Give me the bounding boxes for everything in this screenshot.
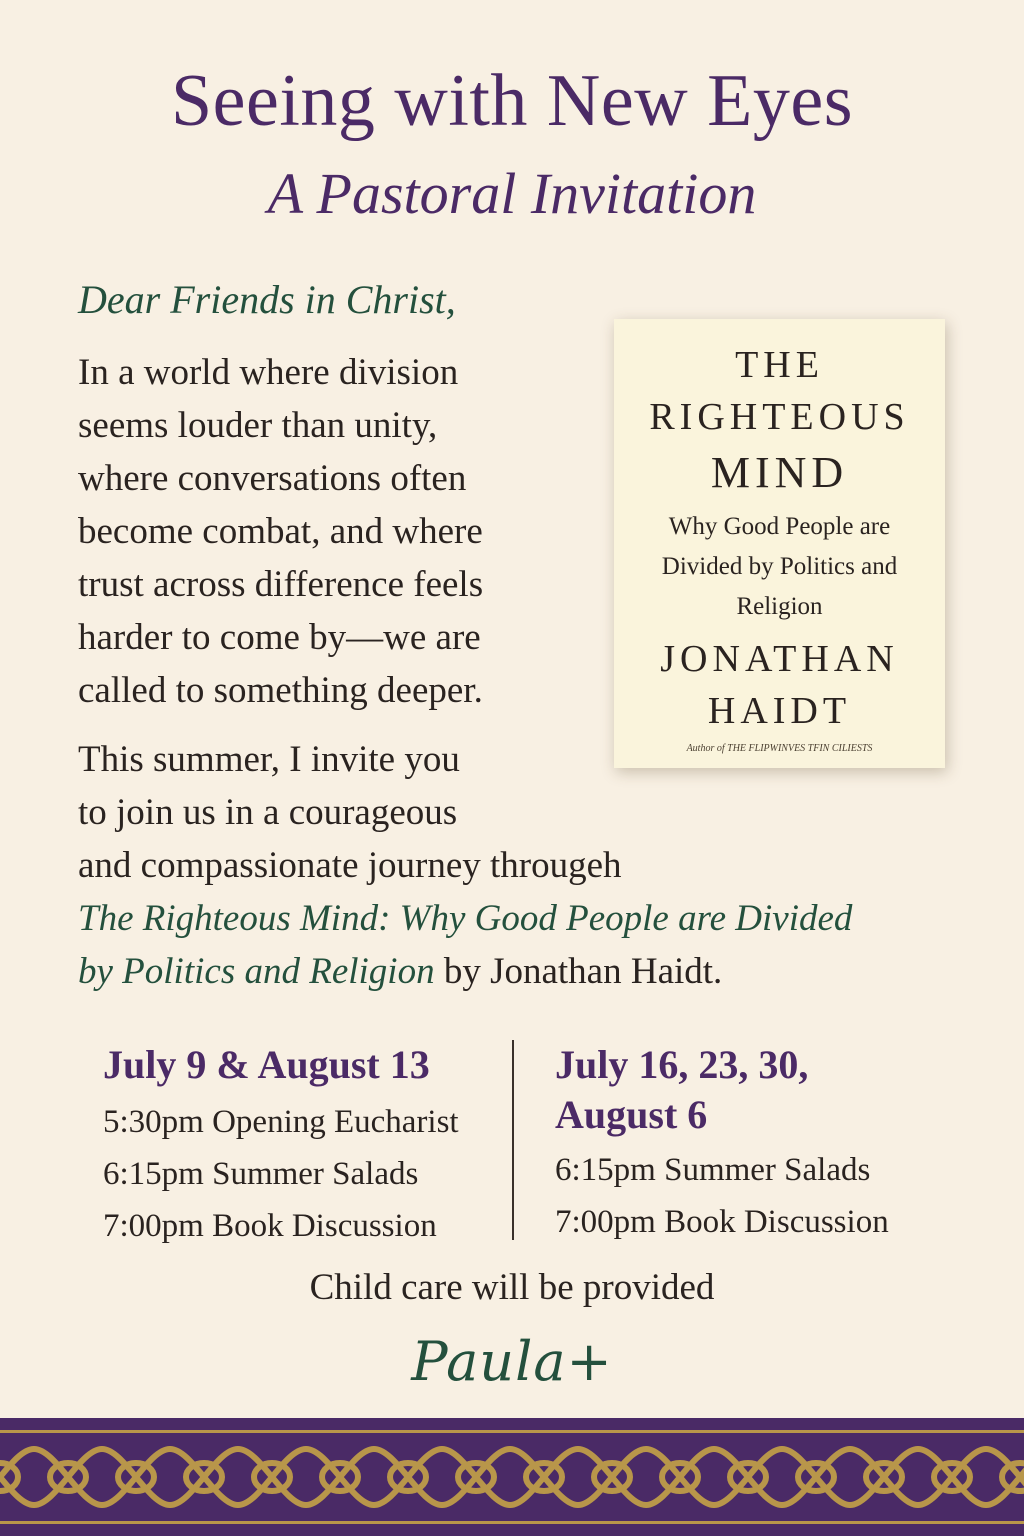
text-line: to join us in a courageous xyxy=(78,792,458,833)
schedule-dates: August 6 xyxy=(555,1092,708,1137)
signature: Paula+ xyxy=(411,1330,613,1393)
cover-subtitle: Why Good People are Divided by Politics and Religion xyxy=(661,513,898,620)
event-list xyxy=(555,1144,955,1248)
cover-title: RIGHTEOUS xyxy=(649,396,910,438)
knot-strand xyxy=(578,1449,646,1505)
cover-author: HAIDT xyxy=(707,690,852,732)
knot-strand xyxy=(510,1449,578,1505)
knot-strand xyxy=(34,1449,102,1505)
letter-paragraph-1 xyxy=(78,346,578,717)
text-line xyxy=(78,945,958,998)
book-title: by Politics and Religion xyxy=(78,951,435,992)
cover-author-note: Author of THE FLIPWINVES TFIN CILIESTS xyxy=(686,743,873,754)
text-line: where conversations often xyxy=(78,458,467,499)
event-item: 7:00pm Book Discussion xyxy=(555,1204,889,1240)
letter-paragraph-2 xyxy=(78,733,958,998)
event-item: 5:30pm Opening Eucharist xyxy=(103,1104,459,1140)
knot-strand xyxy=(170,1449,238,1505)
text-line: become combat, and where xyxy=(78,511,483,552)
schedule-dates: July 9 & August 13 xyxy=(103,1042,430,1087)
knot-strand xyxy=(850,1449,918,1505)
event-item: 7:00pm Book Discussion xyxy=(103,1208,437,1244)
cover-author: JONATHAN xyxy=(660,638,899,680)
knot-strand xyxy=(374,1449,442,1505)
page-title: Seeing with New Eyes xyxy=(170,60,854,142)
schedule-dates: July 16, 23, 30, xyxy=(555,1042,809,1087)
text-line: seems louder than unity, xyxy=(78,405,438,446)
schedule-right xyxy=(555,1040,955,1248)
knot-strand xyxy=(714,1449,782,1505)
schedule-left xyxy=(103,1040,503,1252)
schedule-divider xyxy=(512,1040,514,1240)
cover-title: MIND xyxy=(710,448,849,497)
text-line: and compassionate journey througeh xyxy=(78,845,622,886)
knot-strand xyxy=(442,1449,510,1505)
book-cover xyxy=(614,319,945,768)
celtic-knot-border xyxy=(0,1418,1024,1536)
text-line: called to something deeper. xyxy=(78,670,483,711)
knot-strand xyxy=(306,1449,374,1505)
text-line: This summer, I invite you xyxy=(78,739,460,780)
event-item: 6:15pm Summer Salads xyxy=(103,1156,419,1192)
page-subtitle: A Pastoral Invitation xyxy=(267,161,757,226)
knot-strand xyxy=(102,1449,170,1505)
knot-strand xyxy=(918,1449,986,1505)
text-line: trust across difference feels xyxy=(78,564,484,605)
cover-title: THE xyxy=(735,344,824,386)
celtic-knot-pattern xyxy=(0,1418,1024,1536)
knot-strand xyxy=(782,1449,850,1505)
letter-greeting: Dear Friends in Christ, xyxy=(78,277,456,322)
text-line: harder to come by—we are xyxy=(78,617,481,658)
knot-strand xyxy=(646,1449,714,1505)
knot-strand xyxy=(238,1449,306,1505)
book-author: by Jonathan Haidt. xyxy=(434,951,723,992)
book-title: The Righteous Mind: Why Good People are Divided xyxy=(78,898,853,939)
text-line: In a world where division xyxy=(78,352,459,393)
childcare-note: Child care will be provided xyxy=(309,1267,715,1308)
event-item: 6:15pm Summer Salads xyxy=(555,1152,871,1188)
event-list xyxy=(103,1096,503,1252)
